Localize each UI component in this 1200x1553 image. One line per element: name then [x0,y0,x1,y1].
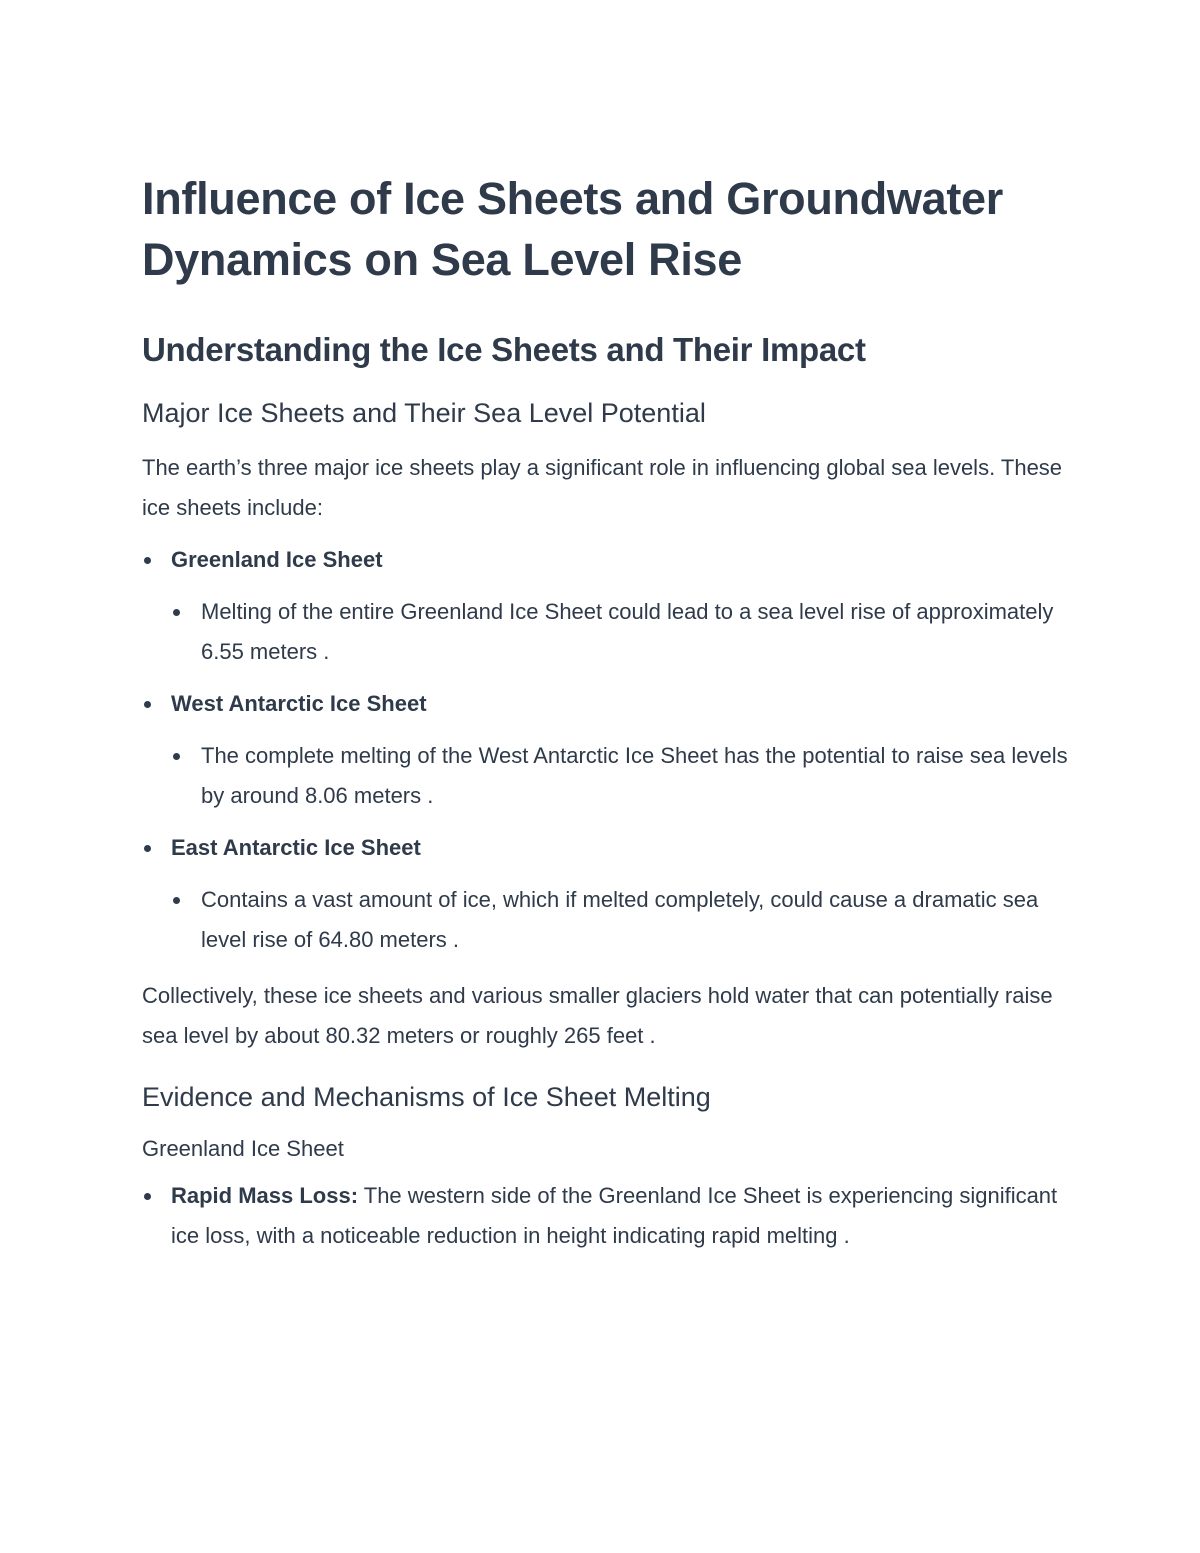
ice-sheet-detail: Melting of the entire Greenland Ice Sheet could lead to a sea level rise of approximately 6.55 meters . [201,599,1054,664]
subsection-heading-major-ice-sheets: Major Ice Sheets and Their Sea Level Potential [142,398,706,428]
bullet-icon [173,753,180,760]
ice-sheet-detail: Contains a vast amount of ice, which if melted completely, could cause a dramatic sea level rise of 64.80 meters . [201,887,1039,952]
ice-sheet-name: West Antarctic Ice Sheet [171,691,427,716]
evidence-list [142,1176,1072,1256]
bullet-icon [144,701,151,708]
subsubsection-heading-greenland: Greenland Ice Sheet [142,1136,344,1161]
bullet-icon [144,1193,151,1200]
summary-paragraph: Collectively, these ice sheets and various smaller glaciers hold water that can potentially raise sea level by about 80.32 meters or roughly 265 feet . [142,983,1053,1048]
list-item-rapid-mass-loss [142,1176,1072,1256]
bullet-icon [144,845,151,852]
sub-list [171,736,1072,816]
ice-sheet-list [142,540,1072,960]
ice-sheet-name: East Antarctic Ice Sheet [171,835,421,860]
list-item-detail [171,592,1072,672]
bullet-icon [173,897,180,904]
list-item-detail [171,736,1072,816]
list-item-detail [171,880,1072,960]
list-item-east-antarctic [142,828,1072,960]
subsection-heading-evidence: Evidence and Mechanisms of Ice Sheet Melting [142,1082,711,1112]
document-title: Influence of Ice Sheets and Groundwater Dynamics on Sea Level Rise [142,173,1003,285]
ice-sheet-name: Greenland Ice Sheet [171,547,383,572]
bullet-icon [173,609,180,616]
list-item-greenland [142,540,1072,672]
list-item-west-antarctic [142,684,1072,816]
sub-list [171,880,1072,960]
intro-paragraph: The earth’s three major ice sheets play a significant role in influencing global sea levels. These ice sheets include: [142,455,1063,520]
evidence-label: Rapid Mass Loss: [171,1183,359,1208]
ice-sheet-detail: The complete melting of the West Antarctic Ice Sheet has the potential to raise sea levels by around 8.06 meters . [201,743,1068,808]
document-page [142,168,1072,1256]
sub-list [171,592,1072,672]
section-heading: Understanding the Ice Sheets and Their Impact [142,331,866,368]
evidence-text: The western side of the Greenland Ice Sheet is experiencing significant ice loss, with a noticeable reduction in height indicating rapid melting . [171,1183,1058,1248]
bullet-icon [144,557,151,564]
